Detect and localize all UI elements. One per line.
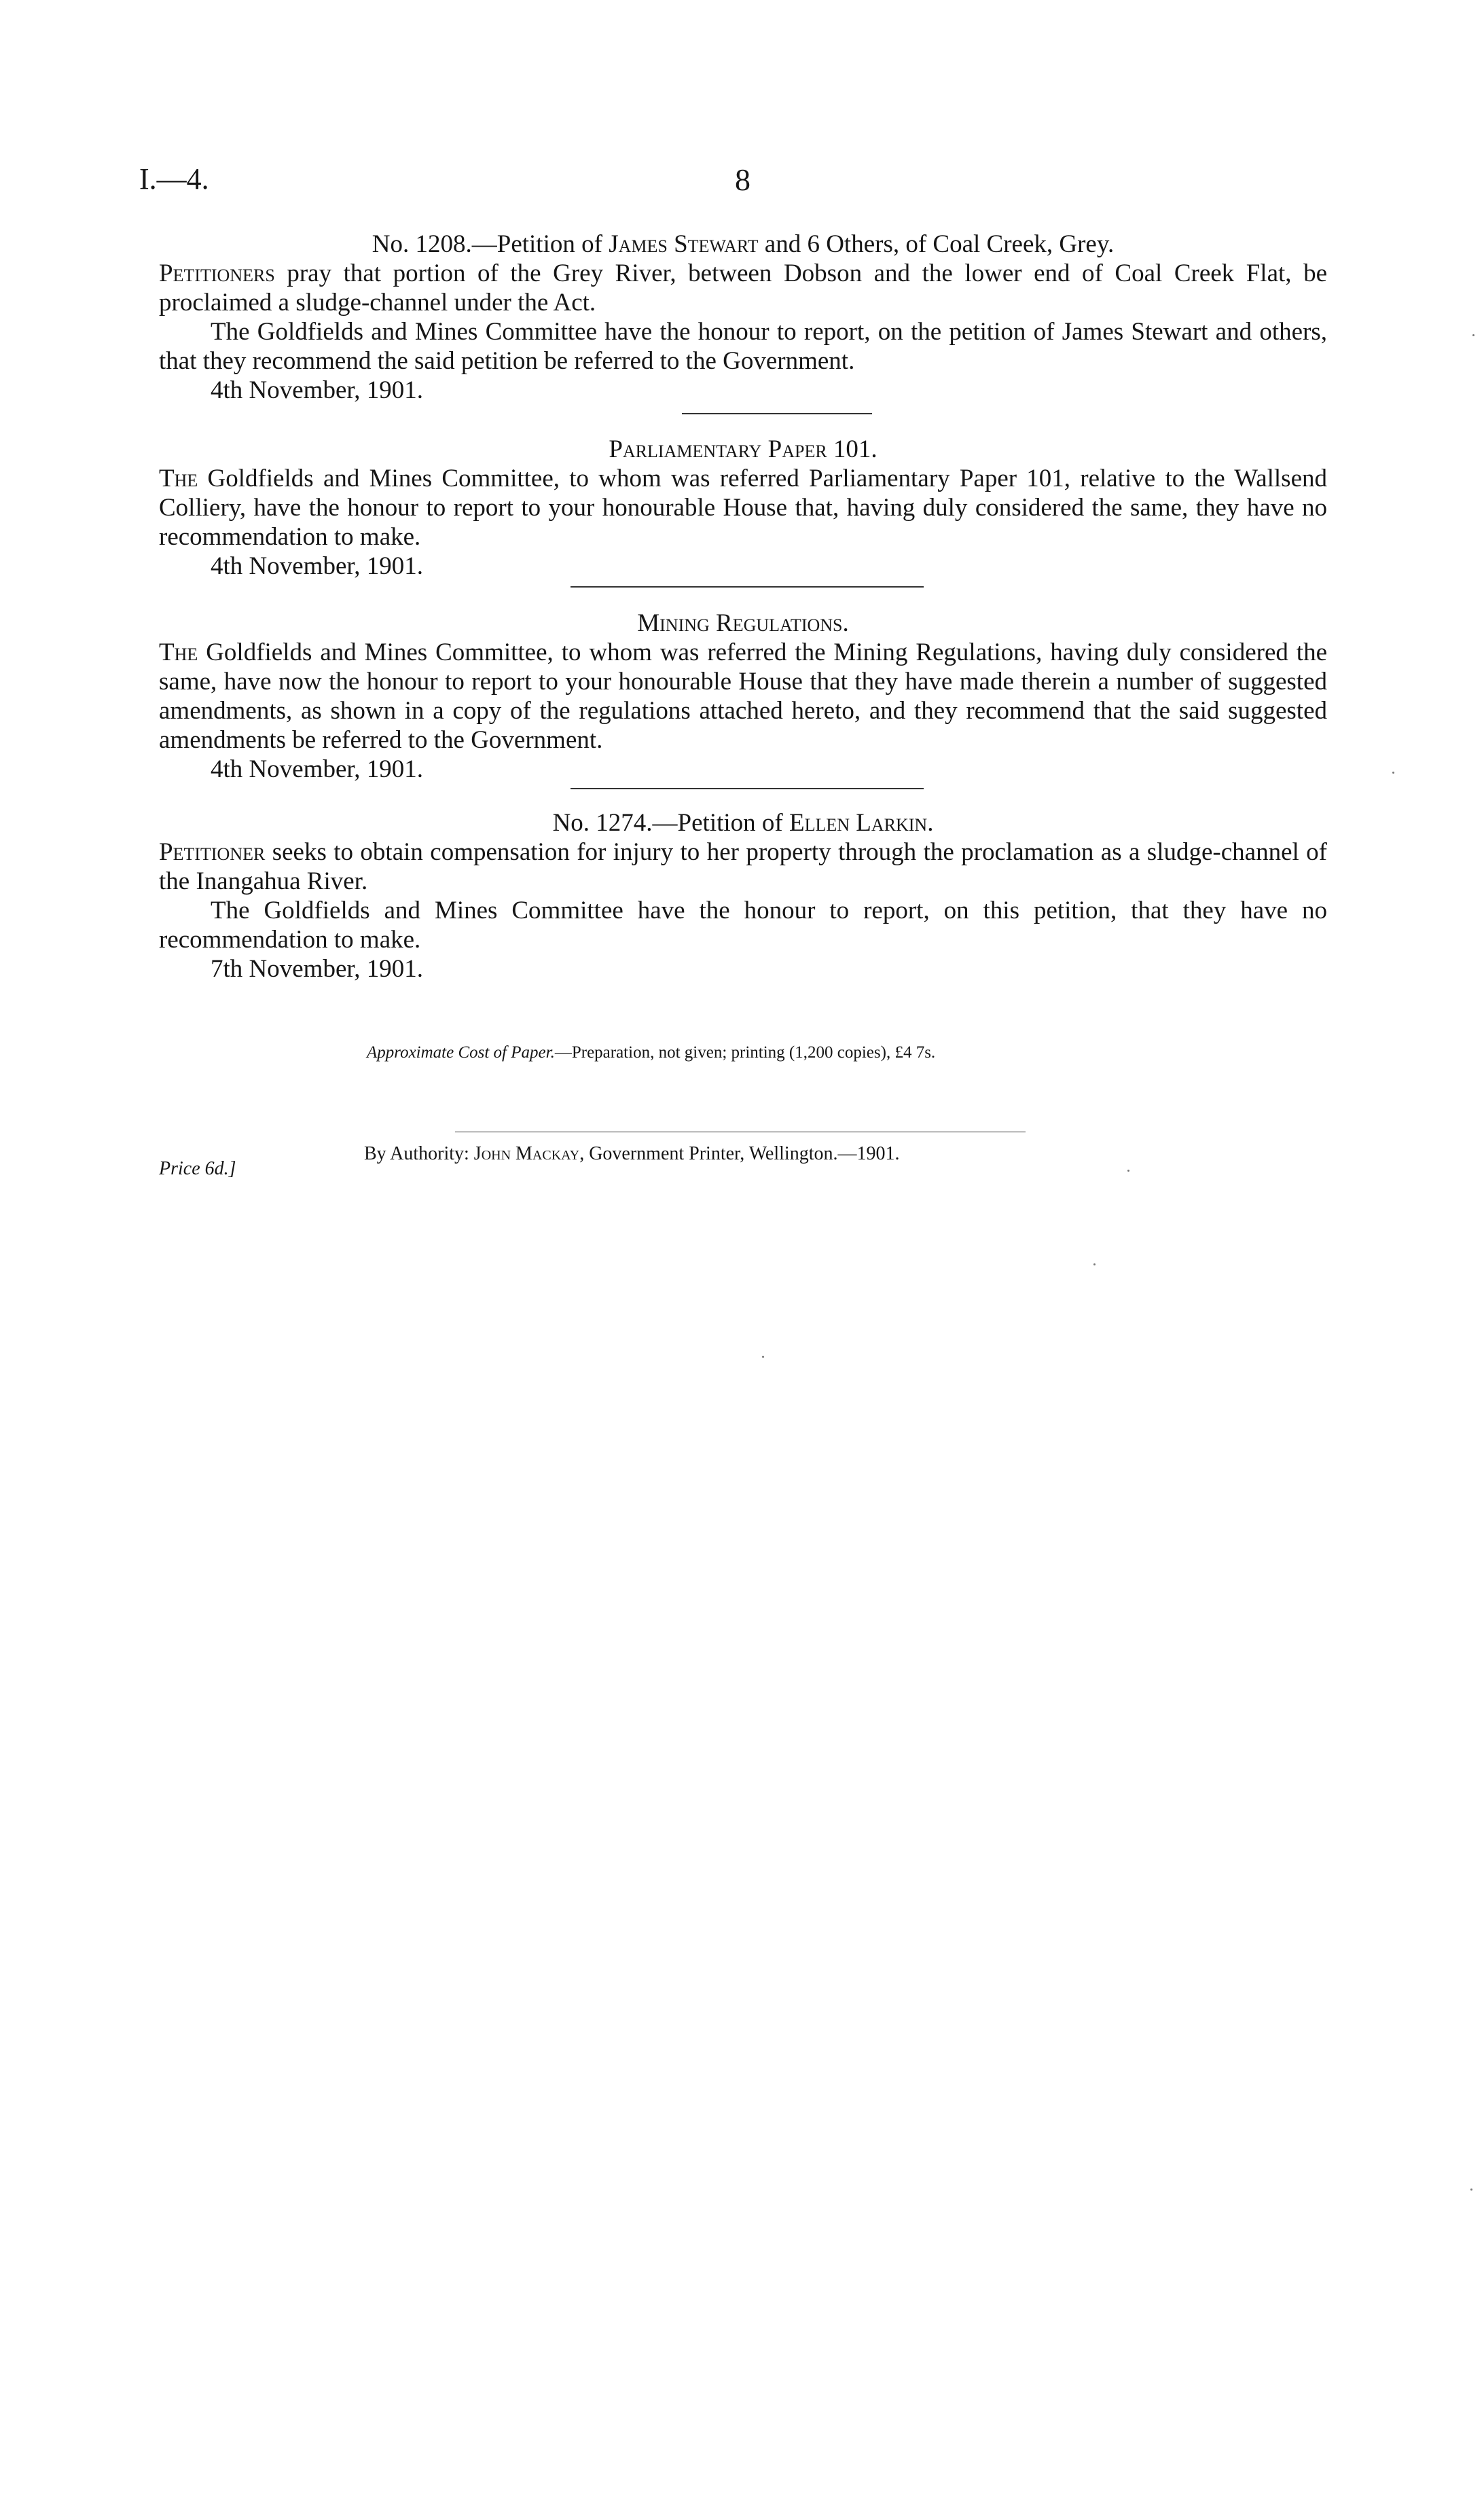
printer-authority-line: By Authority: John Mackay, Government Printer, Wellington.—1901.: [364, 1143, 900, 1164]
section-heading: Parliamentary Paper 101.: [609, 435, 877, 463]
section-heading: No. 1208.—Petition of James Stewart and 6 Others, of Coal Creek, Grey.: [372, 230, 1115, 258]
scan-speck: [1392, 772, 1394, 774]
committee-report-paragraph: The Goldfields and Mines Committee, to whom was referred the Mining Regulations, having duly considered the same, have now the honour to report to your honourable House that they have made therein a number of suggested amendments, as shown in a copy of the regulations attached hereto, and they recommend that the said suggested amendments be referred to the Government.: [159, 638, 1327, 754]
paper-reference: I.—4.: [139, 162, 209, 196]
petition-paragraph: Petitioner seeks to obtain compensation for injury to her property through the proclamation as a sludge-channel of the Inangahua River.: [159, 838, 1327, 895]
report-date: 4th November, 1901.: [211, 376, 423, 404]
parliamentary-paper-101-section: [159, 435, 1327, 581]
cost-of-paper-note: Approximate Cost of Paper.—Preparation, not given; printing (1,200 copies), £4 7s.: [367, 1043, 936, 1062]
section-divider: [571, 586, 924, 588]
report-date: 4th November, 1901.: [211, 552, 423, 580]
report-date: 4th November, 1901.: [211, 755, 423, 783]
petition-1208-section: [159, 230, 1327, 405]
section-divider: [682, 413, 872, 414]
scan-speck: [1093, 1263, 1096, 1265]
mining-regulations-section: [159, 609, 1327, 784]
petitioner-name: James Stewart: [609, 230, 759, 258]
petition-paragraph: Petitioners pray that portion of the Grey River, between Dobson and the lower end of Coal Creek Flat, be proclaimed a sludge-channel under the Act.: [159, 259, 1327, 317]
committee-report-paragraph: The Goldfields and Mines Committee, to whom was referred Parliamentary Paper 101, relative to the Wallsend Colliery, have the honour to report to your honourable House that, having duly considered the same, they have no recommendation to make.: [159, 465, 1327, 551]
section-heading: No. 1274.—Petition of Ellen Larkin.: [552, 809, 934, 837]
committee-report-paragraph: The Goldfields and Mines Committee have the honour to report, on this petition, that they have no recommendation to make.: [159, 897, 1327, 954]
section-divider: [571, 788, 924, 789]
section-heading: Mining Regulations.: [637, 609, 849, 637]
page-number: 8: [735, 162, 750, 197]
committee-report-paragraph: The Goldfields and Mines Committee have the honour to report, on the petition of James Stewart and others, that they recommend the said petition be referred to the Government.: [159, 318, 1327, 375]
scan-speck: [1472, 334, 1474, 336]
scan-speck: [1470, 2189, 1472, 2191]
petitioner-name: Ellen Larkin.: [789, 809, 934, 837]
price-label: Price 6d.]: [159, 1158, 236, 1179]
report-date: 7th November, 1901.: [211, 955, 423, 983]
scan-speck: [762, 1356, 764, 1358]
petition-1274-section: [159, 808, 1327, 984]
scan-speck: [1127, 1170, 1129, 1172]
